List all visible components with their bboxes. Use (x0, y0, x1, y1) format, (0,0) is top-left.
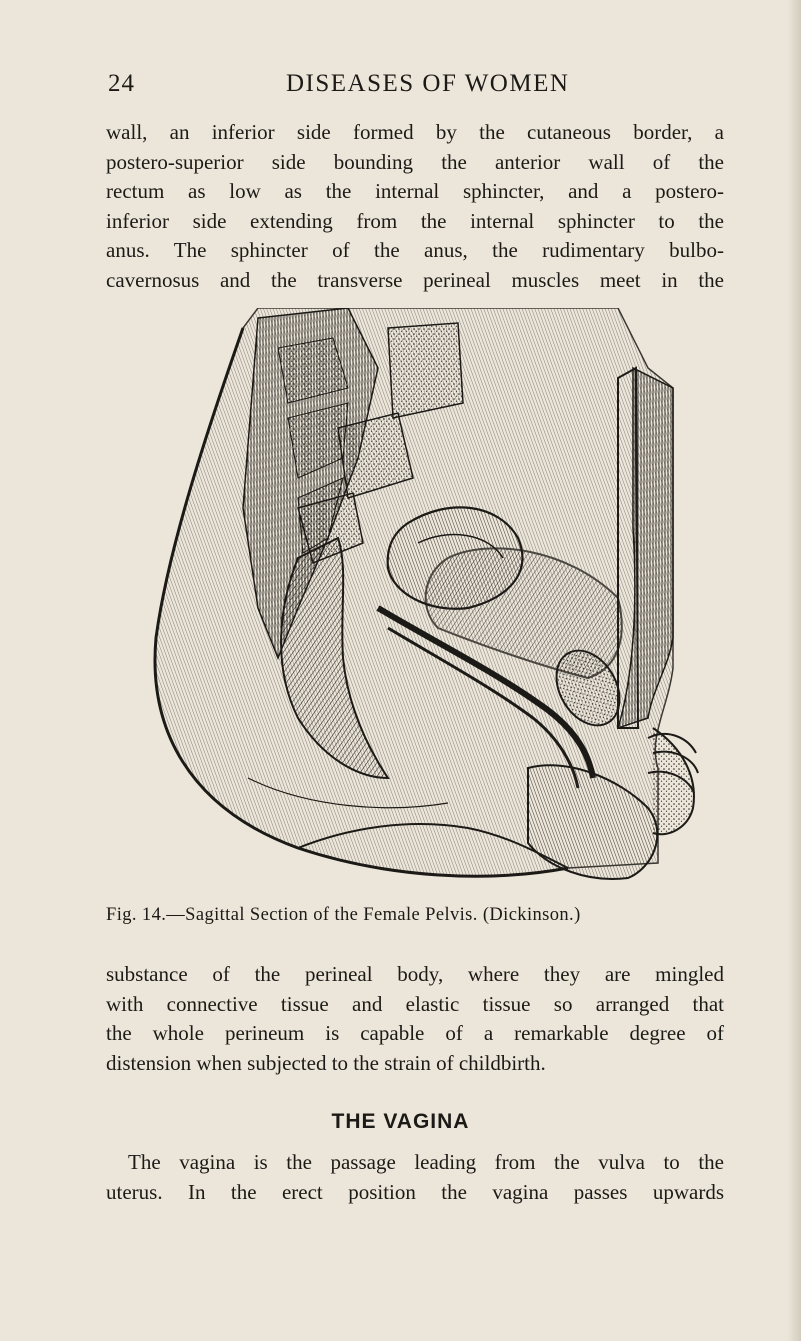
text-line: rectum as low as the internal sphincter, and a postero- (106, 179, 724, 203)
text-line: substance of the perineal body, where they are mingled (106, 962, 724, 986)
text-line: inferior side extending from the internal sphincter to the (106, 208, 724, 233)
text-line: anus. The sphincter of the anus, the rudimentary bulbo- (106, 238, 724, 262)
pelvis-sagittal-section-illustration (148, 308, 718, 898)
paragraph-bottom (106, 960, 724, 1078)
page-edge-shadow (787, 0, 801, 1341)
text-line: uterus. In the erect position the vagina passes upwards (106, 1179, 724, 1204)
text-line: The vagina is the passage leading from the vulva to the (128, 1150, 724, 1174)
section-paragraph (106, 1148, 724, 1207)
text-line: with connective tissue and elastic tissue so arranged that (106, 991, 724, 1016)
figure-caption: Fig. 14.—Sagittal Section of the Female Pelvis. (Dickinson.) (106, 905, 581, 925)
section-heading: THE VAGINA (331, 1110, 470, 1133)
text-line: distension when subjected to the strain of childbirth. (106, 1050, 546, 1075)
page-number: 24 (108, 70, 135, 97)
text-line: the whole perineum is capable of a remarkable degree of (106, 1021, 724, 1045)
text-line: cavernosus and the transverse perineal muscles meet in the (106, 267, 724, 292)
text-line: postero-superior side bounding the anterior wall of the (106, 149, 724, 174)
paragraph-top (106, 118, 724, 295)
running-title: DISEASES OF WOMEN (286, 70, 570, 97)
text-line: wall, an inferior side formed by the cutaneous border, a (106, 120, 724, 144)
page-header (108, 70, 708, 104)
